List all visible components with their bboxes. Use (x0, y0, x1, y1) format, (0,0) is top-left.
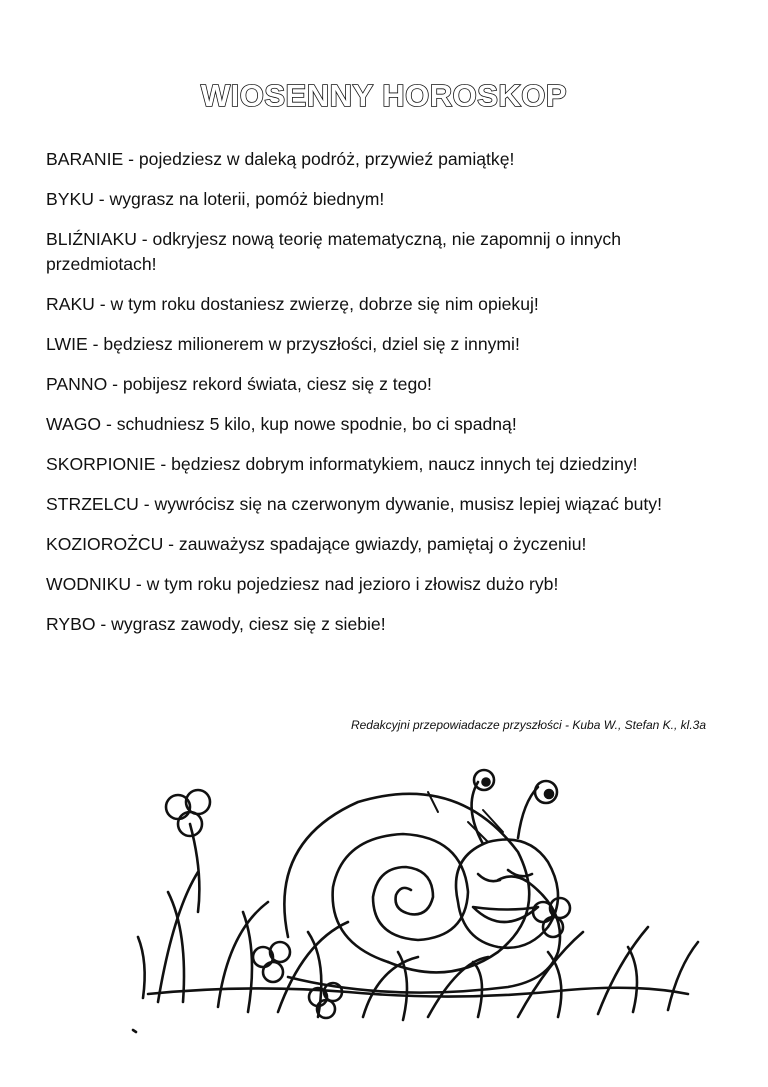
horoscope-entry: STRZELCU - wywrócisz się na czerwonym dywanie, musisz lepiej wiązać buty! (46, 494, 662, 514)
author-credit: Redakcyjni przepowiadacze przyszłości - Kuba W., Stefan K., kl.3a (350, 718, 706, 732)
horoscope-entry: BLIŹNIAKU - odkryjesz nową teorię matematyczną, nie zapomnij o innych przedmiotach! (46, 229, 621, 274)
horoscope-entry: SKORPIONIE - będziesz dobrym informatykiem, naucz innych tej dziedziny! (46, 454, 638, 474)
horoscope-entry: BYKU - wygrasz na loterii, pomóż biednym! (46, 189, 385, 209)
horoscope-entry: LWIE - będziesz milionerem w przyszłości, dziel się z innymi! (46, 334, 520, 354)
snail-in-grass-drawing (128, 762, 708, 1052)
horoscope-entry: KOZIOROŻCU - zauważysz spadające gwiazdy, pamiętaj o życzeniu! (46, 534, 587, 554)
horoscope-entry: RYBO - wygrasz zawody, ciesz się z siebie! (46, 614, 386, 634)
horoscope-entry: WAGO - schudniesz 5 kilo, kup nowe spodnie, bo ci spadną! (46, 414, 517, 434)
horoscope-entry: WODNIKU - w tym roku pojedziesz nad jezioro i złowisz dużo ryb! (46, 574, 559, 594)
page-title: WIOSENNY HOROSKOP (200, 78, 568, 113)
horoscope-entry: BARANIE - pojedziesz w daleką podróż, przywieź pamiątkę! (46, 149, 515, 169)
horoscope-entry: RAKU - w tym roku dostaniesz zwierzę, dobrze się nim opiekuj! (46, 294, 539, 314)
horoscope-list (46, 147, 726, 652)
horoscope-entry: PANNO - pobijesz rekord świata, ciesz się z tego! (46, 374, 432, 394)
